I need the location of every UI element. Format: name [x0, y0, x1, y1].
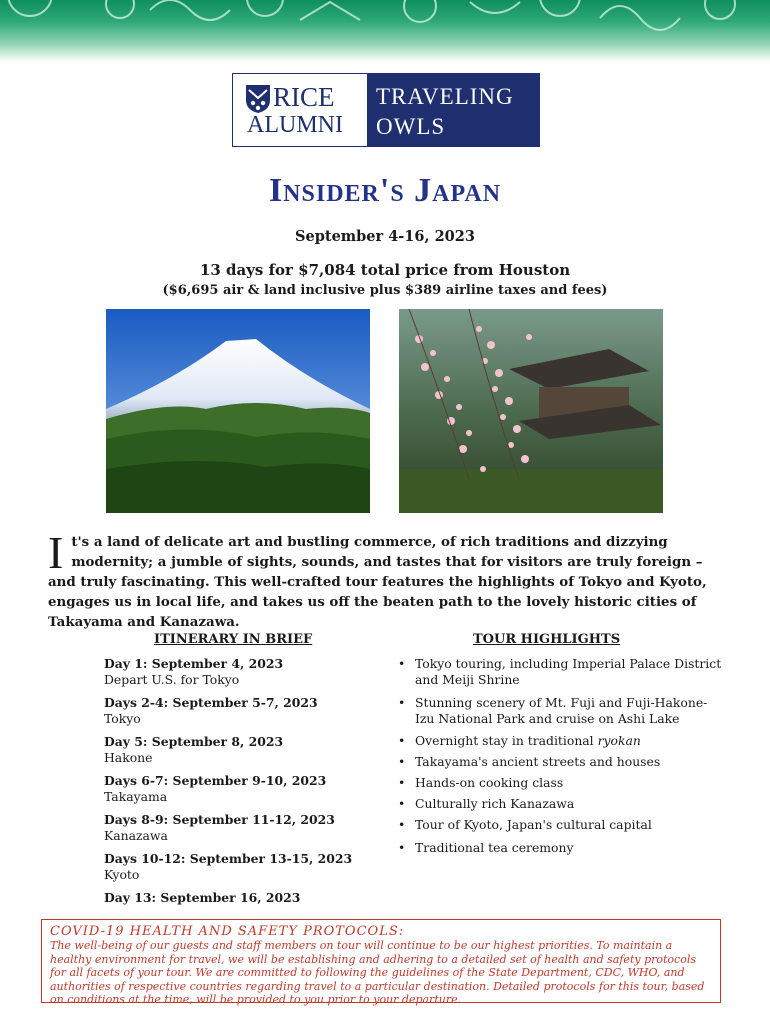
highlight-item: • Hands-on cooking class [396, 775, 726, 791]
itinerary-list [104, 656, 384, 929]
page-title: Insider's Japan [268, 172, 502, 209]
logo-rice-text: RICE [273, 82, 335, 112]
itinerary-place: Depart U.S. for Tokyo [104, 672, 240, 687]
itinerary-place: Takayama [104, 789, 168, 804]
itinerary-item [104, 773, 384, 812]
covid-title: COVID-19 HEALTH AND SAFETY PROTOCOLS: [50, 924, 405, 939]
itinerary-item [104, 656, 384, 695]
logo-alumni-text: ALUMNI [247, 112, 343, 138]
highlights-heading: TOUR HIGHLIGHTS [473, 632, 621, 647]
highlight-ryokan: ryokan [597, 733, 641, 748]
covid-body: The well-being of our guests and staff members on tour will continue to be our highest priorities. To maintain a healthy environment for travel, we will be establishing and adhering to a detailed set of health and safety protocols for all facets of your tour. We are committed to following the guidelines of the State Department, CDC, WHO, and authorities of respective countries regarding travel to a particular destination. Detailed protocols for this tour, based on conditions at the time, will be provided to you prior to your departure. [50, 939, 705, 1006]
logo-owls-text: OWLS [376, 114, 446, 139]
tour-dates: September 4-16, 2023 [295, 228, 475, 245]
itinerary-place: Tokyo [104, 711, 141, 726]
rice-alumni-traveling-owls-logo [232, 73, 540, 147]
tour-price-detail: ($6,695 air & land inclusive plus $389 airline taxes and fees) [162, 283, 608, 298]
covid-protocols-box [41, 919, 721, 1006]
itinerary-day: Day 1: September 4, 2023 [104, 656, 284, 671]
logo-traveling-owls-panel [367, 74, 539, 146]
intro-paragraph [48, 527, 728, 632]
itinerary-day: Day 13: September 16, 2023 [104, 890, 301, 905]
highlight-text: Overnight stay in traditional [415, 733, 598, 748]
highlight-item [396, 733, 726, 749]
itinerary-place: Kanazawa [104, 828, 168, 843]
highlight-item: • Tour of Kyoto, Japan's cultural capital [396, 817, 726, 833]
highlight-item: • Takayama's ancient streets and houses [396, 754, 726, 770]
itinerary-day: Days 10-12: September 13-15, 2023 [104, 851, 353, 866]
itinerary-day: Days 2-4: September 5-7, 2023 [104, 695, 318, 710]
itinerary-item [104, 695, 384, 734]
header-band [0, 0, 770, 62]
header-pattern [0, 0, 770, 62]
intro-text: t's a land of delicate art and bustling commerce, of rich traditions and dizzying modernity; a jumble of sights, sounds, and tastes that for visitors are truly foreign – and truly fascinating. This well-crafted tour features the highlights of Tokyo and Kyoto, engages us in local life, and takes us off the beaten path to the lovely historic cities of Takayama and Kanazawa. [48, 534, 707, 630]
itinerary-item [104, 812, 384, 851]
itinerary-day: Days 6-7: September 9-10, 2023 [104, 773, 327, 788]
itinerary-item [104, 734, 384, 773]
itinerary-heading: ITINERARY IN BRIEF [154, 632, 313, 647]
highlight-item: • Traditional tea ceremony [396, 840, 726, 856]
mount-fuji-photo [106, 309, 370, 513]
itinerary-item [104, 851, 384, 890]
highlight-item: • Culturally rich Kanazawa [396, 796, 726, 812]
highlights-list [396, 656, 726, 856]
highlight-item: • Tokyo touring, including Imperial Palace District and Meiji Shrine [396, 656, 726, 688]
cherry-blossom-pagoda-photo [399, 309, 663, 513]
tour-price: 13 days for $7,084 total price from Houston [199, 261, 571, 279]
logo-rice-panel [233, 74, 367, 146]
itinerary-place: Hakone [104, 750, 153, 765]
itinerary-day: Day 5: September 8, 2023 [104, 734, 284, 749]
itinerary-day: Days 8-9: September 11-12, 2023 [104, 812, 335, 827]
logo-traveling-text: TRAVELING [376, 84, 514, 109]
highlight-item: • Stunning scenery of Mt. Fuji and Fuji-Hakone-Izu National Park and cruise on Ashi Lake [396, 695, 726, 727]
intro-drop-cap: I [48, 527, 64, 578]
itinerary-place: Kyoto [104, 867, 140, 882]
